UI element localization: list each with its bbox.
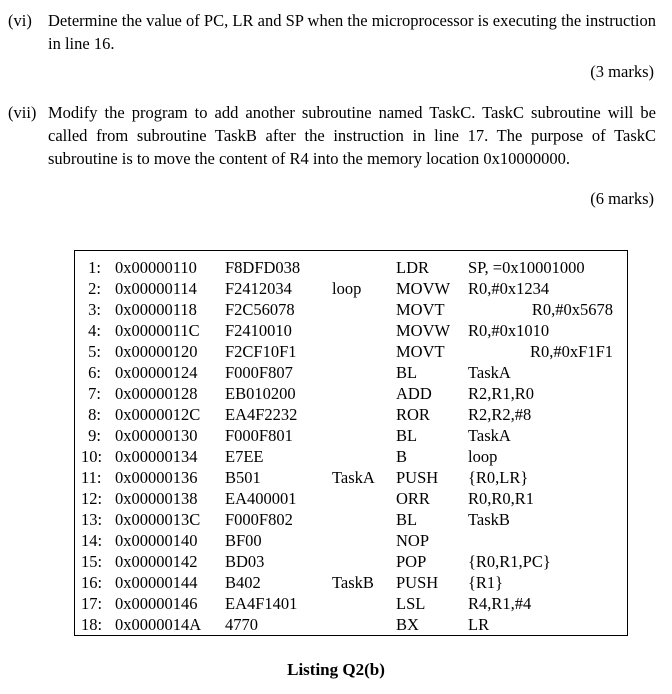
- question-vii: [8, 101, 656, 170]
- opcode: MOVT: [396, 342, 445, 361]
- operands: R0,#0xF1F1: [530, 342, 613, 361]
- operands: {R0,LR}: [468, 468, 529, 487]
- line-number: 10:: [81, 447, 103, 466]
- line-number: 6:: [88, 363, 101, 382]
- address: 0x00000138: [115, 489, 198, 508]
- operands: SP, =0x10001000: [468, 258, 585, 277]
- question-number: (vii): [8, 103, 37, 122]
- operands: {R0,R1,PC}: [468, 552, 551, 571]
- address: 0x00000134: [115, 447, 198, 466]
- line-number: 16:: [81, 573, 103, 592]
- machine-code: B402: [225, 573, 261, 592]
- line-number: 15:: [81, 552, 103, 571]
- opcode: B: [396, 447, 408, 466]
- machine-code: F2410010: [225, 321, 292, 340]
- question-marks: (6 marks): [590, 189, 654, 208]
- operands: LR: [468, 615, 490, 634]
- machine-code: F2412034: [225, 279, 292, 298]
- operands: TaskA: [468, 363, 511, 382]
- address: 0x00000146: [115, 594, 198, 613]
- operands: loop: [468, 447, 498, 466]
- machine-code: EA400001: [225, 489, 297, 508]
- line-number: 4:: [88, 321, 101, 340]
- operands: R2,R1,R0: [468, 384, 535, 403]
- machine-code: F000F807: [225, 363, 293, 382]
- code-listing: [74, 250, 628, 636]
- listing-caption: Listing Q2(b): [287, 660, 385, 679]
- address: 0x0000011C: [115, 321, 200, 340]
- line-number: 8:: [88, 405, 101, 424]
- address: 0x00000136: [115, 468, 198, 487]
- address: 0x00000128: [115, 384, 198, 403]
- line-number: 3:: [88, 300, 101, 319]
- address: 0x00000114: [115, 279, 197, 298]
- line-number: 13:: [81, 510, 103, 529]
- machine-code: BF00: [225, 531, 262, 550]
- opcode: BL: [396, 363, 418, 382]
- opcode: LDR: [396, 258, 429, 277]
- line-number: 14:: [81, 531, 103, 550]
- line-number: 2:: [88, 279, 101, 298]
- address: 0x00000124: [115, 363, 198, 382]
- machine-code: F2CF10F1: [225, 342, 297, 361]
- line-number: 11:: [81, 468, 102, 487]
- operands: R4,R1,#4: [468, 594, 532, 613]
- address: 0x00000130: [115, 426, 198, 445]
- label: TaskB: [332, 573, 374, 592]
- machine-code: F000F801: [225, 426, 293, 445]
- address: 0x00000144: [115, 573, 198, 592]
- address: 0x0000013C: [115, 510, 201, 529]
- opcode: LSL: [396, 594, 426, 613]
- line-number: 5:: [88, 342, 101, 361]
- opcode: ORR: [396, 489, 430, 508]
- operands: R2,R2,#8: [468, 405, 532, 424]
- line-number: 1:: [88, 258, 101, 277]
- address: 0x0000014A: [115, 615, 202, 634]
- operands: R0,#0x5678: [531, 300, 613, 319]
- question-vi: [8, 9, 656, 55]
- label: loop: [332, 279, 362, 298]
- opcode: MOVW: [396, 279, 451, 298]
- machine-code: EA4F1401: [225, 594, 298, 613]
- opcode: PUSH: [396, 573, 439, 592]
- machine-code: BD03: [225, 552, 265, 571]
- question-text: Modify the program to add another subroutine named TaskC. TaskC subroutine will be called from subroutine TaskB after the instruction in line 17. The purpose of TaskC subroutine is to move the content of R4 into the memory location 0x10000000.: [48, 103, 656, 168]
- machine-code: F2C56078: [225, 300, 295, 319]
- line-number: 12:: [81, 489, 103, 508]
- opcode: NOP: [396, 531, 430, 550]
- opcode: MOVT: [396, 300, 445, 319]
- line-number: 18:: [81, 615, 103, 634]
- opcode: POP: [396, 552, 427, 571]
- line-number: 9:: [88, 426, 101, 445]
- machine-code: 4770: [225, 615, 258, 634]
- address: 0x00000120: [115, 342, 198, 361]
- operands: {R1}: [468, 573, 504, 592]
- machine-code: EA4F2232: [225, 405, 298, 424]
- operands: TaskB: [468, 510, 510, 529]
- address: 0x00000118: [115, 300, 197, 319]
- opcode: BL: [396, 510, 418, 529]
- operands: R0,#0x1234: [468, 279, 550, 298]
- address: 0x00000110: [115, 258, 197, 277]
- address: 0x00000140: [115, 531, 198, 550]
- opcode: BX: [396, 615, 419, 634]
- question-number: (vi): [8, 11, 32, 30]
- address: 0x00000142: [115, 552, 198, 571]
- line-number: 7:: [88, 384, 101, 403]
- machine-code: E7EE: [225, 447, 264, 466]
- machine-code: F000F802: [225, 510, 293, 529]
- operands: R0,#0x1010: [468, 321, 550, 340]
- opcode: ADD: [396, 384, 432, 403]
- machine-code: F8DFD038: [225, 258, 301, 277]
- machine-code: B501: [225, 468, 261, 487]
- address: 0x0000012C: [115, 405, 201, 424]
- line-number: 17:: [81, 594, 103, 613]
- listing-row: [75, 299, 613, 320]
- label: TaskA: [332, 468, 375, 487]
- machine-code: EB010200: [225, 384, 296, 403]
- question-text: Determine the value of PC, LR and SP when the microprocessor is executing the instruction in line 16.: [48, 11, 656, 53]
- operands: R0,R0,R1: [468, 489, 535, 508]
- opcode: BL: [396, 426, 418, 445]
- question-marks: (3 marks): [590, 62, 654, 81]
- opcode: PUSH: [396, 468, 439, 487]
- listing-row: [75, 341, 613, 362]
- opcode: ROR: [396, 405, 430, 424]
- opcode: MOVW: [396, 321, 451, 340]
- operands: TaskA: [468, 426, 511, 445]
